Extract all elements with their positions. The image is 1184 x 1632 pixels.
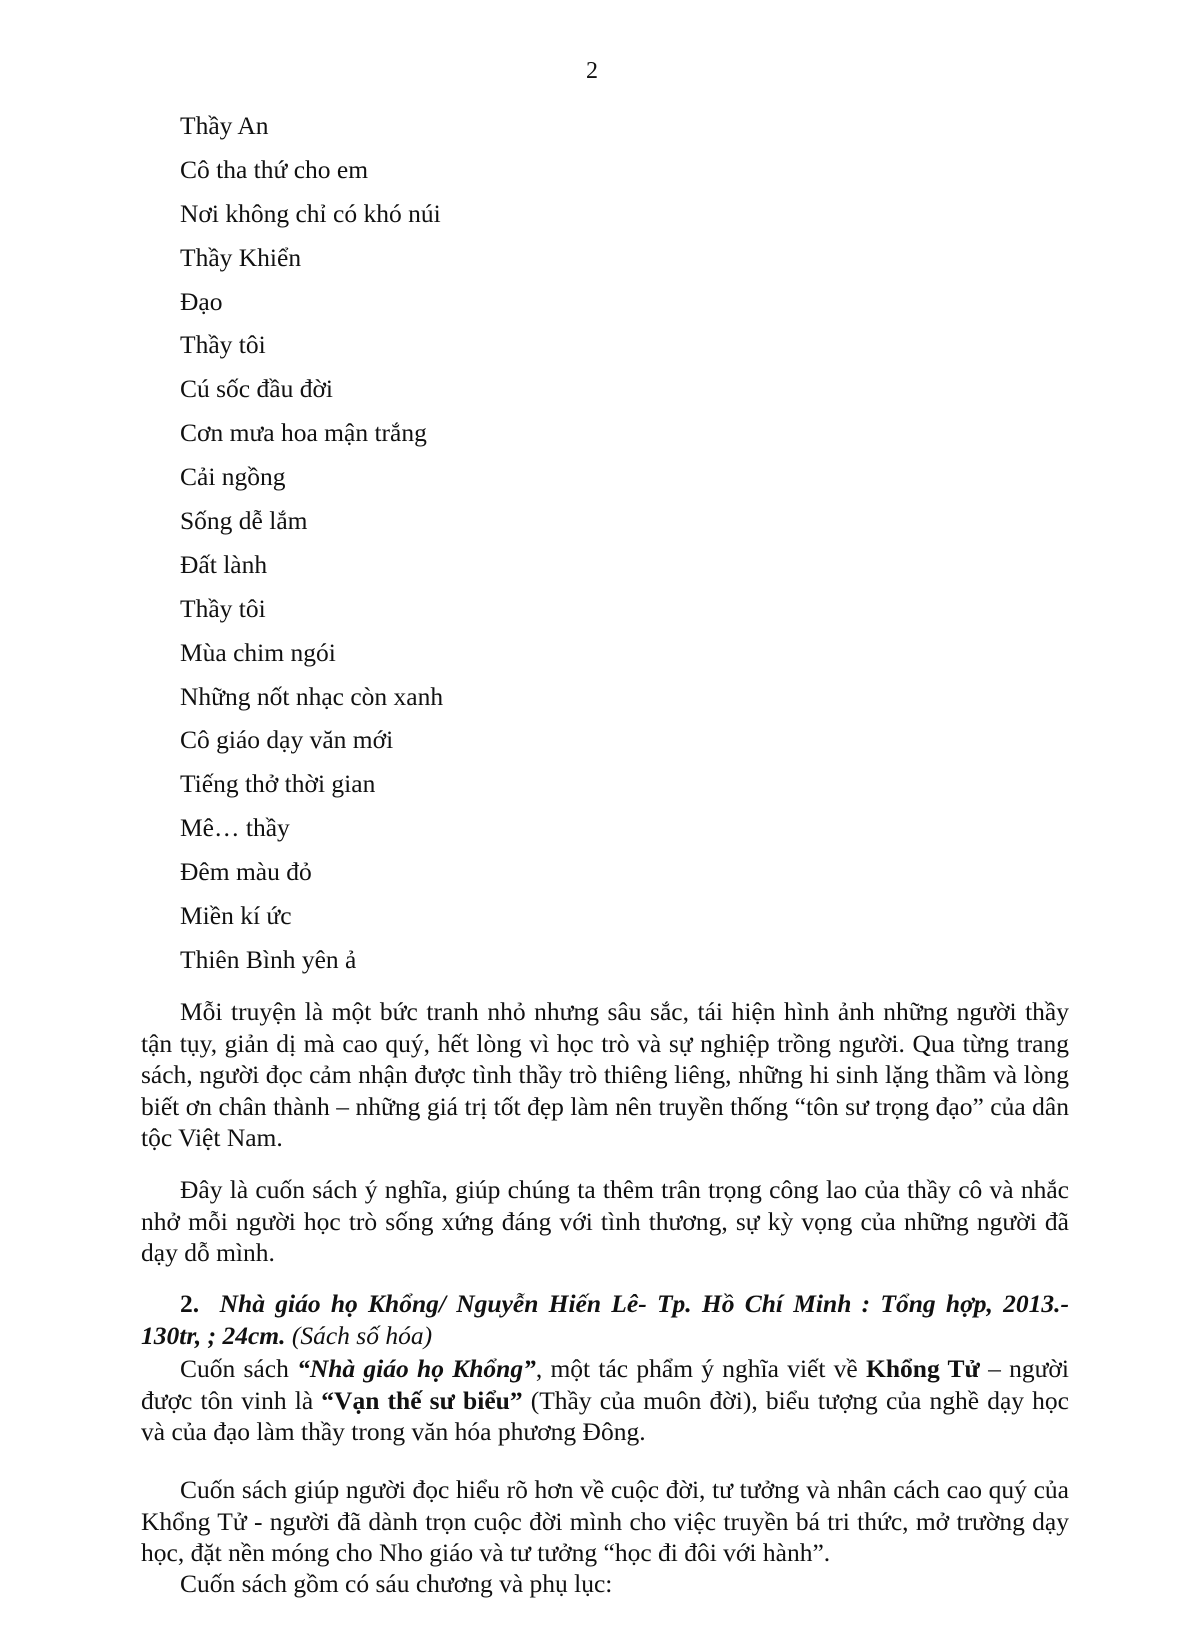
- story-title: Thầy tôi: [180, 593, 266, 623]
- story-title: Đất lành: [180, 549, 268, 579]
- story-title: Mê… thầy: [180, 813, 290, 843]
- book-entry-citation: Nhà giáo họ Khổng/ Nguyễn Hiến Lê- Tp. Hồ Chí Minh : Tổng hợp, 2013.- 130tr, ; 24cm.: [141, 1289, 1069, 1350]
- page-number: 2: [586, 58, 598, 84]
- story-title: Cô giáo dạy văn mới: [180, 725, 394, 755]
- book-intro-paragraph: [141, 1353, 1069, 1448]
- story-title: Mùa chim ngói: [180, 637, 336, 667]
- author-name-emphasis: Khổng Tử: [866, 1354, 980, 1383]
- honorific-emphasis: “Vạn thế sư biểu”: [321, 1385, 523, 1415]
- story-title: Thầy tôi: [180, 330, 266, 360]
- text-run: , một tác phẩm ý nghĩa viết về: [535, 1354, 867, 1383]
- story-title: Cú sốc đầu đời: [180, 374, 334, 404]
- story-title: Đạo: [180, 286, 223, 316]
- story-title: Đêm màu đỏ: [180, 857, 312, 887]
- story-title: Thầy Khiển: [180, 242, 302, 272]
- significance-paragraph: Đây là cuốn sách ý nghĩa, giúp chúng ta thêm trân trọng công lao của thầy cô và nhắc nhở mỗi người học trò sống xứng đáng với tình thương, sự kỳ vọng của những người đã dạy dỗ mình.: [141, 1175, 1069, 1267]
- book-title-emphasis: “Nhà giáo họ Khổng”: [297, 1354, 536, 1383]
- book-entry-heading: [141, 1288, 1069, 1351]
- story-title: Cơn mưa hoa mận trắng: [180, 418, 427, 448]
- story-title: Thầy An: [180, 111, 269, 140]
- story-title-list: [180, 110, 443, 988]
- story-title: Cô tha thứ cho em: [180, 154, 369, 184]
- story-title: Tiếng thở thời gian: [180, 769, 376, 799]
- story-title: Nơi không chỉ có khó núi: [180, 198, 441, 228]
- story-title: Thiên Bình yên ả: [180, 944, 357, 974]
- book-entry-note: (Sách số hóa): [291, 1320, 433, 1350]
- story-title: Những nốt nhạc còn xanh: [180, 681, 444, 711]
- story-title: Miền kí ức: [180, 901, 292, 931]
- book-entry-number: 2.: [180, 1289, 200, 1318]
- story-title: Sống dễ lắm: [180, 506, 308, 536]
- book-content-paragraph: Cuốn sách giúp người đọc hiểu rõ hơn về cuộc đời, tư tưởng và nhân cách cao quý của Khổng Tử - người đã dành trọn cuộc đời mình cho việc truyền bá tri thức, mở trường dạy học, đặt nền móng cho Nho giáo và tư tưởng “học đi đôi với hành”.: [141, 1475, 1069, 1567]
- summary-paragraph: Mỗi truyện là một bức tranh nhỏ nhưng sâu sắc, tái hiện hình ảnh những người thầy tận tụy, giản dị mà cao quý, hết lòng vì học trò và sự nghiệp trồng người. Qua từng trang sách, người đọc cảm nhận được tình thầy trò thiêng liêng, những hi sinh lặng thầm và lòng biết ơn chân thành – những giá trị tốt đẹp làm nên truyền thống “tôn sư trọng đạo” của dân tộc Việt Nam.: [141, 997, 1069, 1152]
- story-title: Cải ngồng: [180, 462, 286, 492]
- text-run: (Thầy của muôn đời), biểu tượng của nghề dạy học và của đạo làm thầy trong văn hóa phương Đông.: [141, 1385, 1069, 1446]
- text-run: Cuốn sách: [180, 1354, 298, 1383]
- chapters-intro-paragraph: Cuốn sách gồm có sáu chương và phụ lục:: [180, 1569, 613, 1598]
- text-run: – người được tôn vinh là: [141, 1354, 1069, 1415]
